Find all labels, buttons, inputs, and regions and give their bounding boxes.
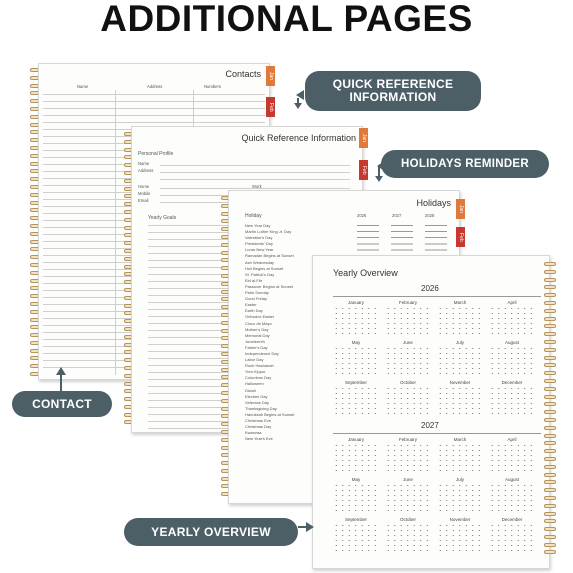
month-name: June xyxy=(403,340,413,345)
ruled-line xyxy=(148,274,228,275)
month-day-grid xyxy=(333,346,379,375)
ruled-line xyxy=(148,253,228,254)
ruled-line xyxy=(148,302,228,303)
month-name: September xyxy=(344,517,367,522)
month-day-grid xyxy=(385,306,431,335)
field-address: Address xyxy=(138,168,154,173)
ruled-line xyxy=(148,323,228,324)
holiday-item: Election Day xyxy=(245,393,268,399)
calendar-month xyxy=(385,477,431,512)
month-name: February xyxy=(398,437,417,442)
month-day-grid xyxy=(489,523,535,552)
holiday-item: Columbus Day xyxy=(245,375,272,381)
ruled-line xyxy=(148,386,228,387)
field-name: Name xyxy=(138,161,150,166)
spiral-ring xyxy=(544,473,556,477)
holidays-tab-jan[interactable]: Jan xyxy=(456,199,465,219)
ruled-line xyxy=(148,260,228,261)
calendar-month xyxy=(489,340,535,375)
spiral-ring xyxy=(544,535,556,539)
calendar-month xyxy=(489,380,535,415)
quickref-title: Quick Reference Information xyxy=(241,133,356,143)
holiday-item: Yom Kippur xyxy=(245,369,266,375)
headline: ADDITIONAL PAGES xyxy=(100,0,473,39)
month-name: December xyxy=(501,380,523,385)
year-2028-header: 2028 xyxy=(425,213,435,218)
month-day-grid xyxy=(489,346,535,375)
holiday-item: Good Friday xyxy=(245,296,268,302)
holiday-item: Rosh Hashanah xyxy=(245,363,274,369)
ruled-line xyxy=(148,393,228,394)
month-name: March xyxy=(453,437,467,442)
field-mobile: Mobile xyxy=(138,191,151,196)
yearly-spiral xyxy=(544,262,556,558)
month-name: October xyxy=(399,380,416,385)
month-name: August xyxy=(504,477,519,482)
spiral-ring xyxy=(544,449,556,453)
month-name: July xyxy=(455,477,464,482)
holiday-item: Hanukkah Begins at Sunset xyxy=(245,411,295,417)
spiral-ring xyxy=(544,465,556,469)
calendar-month xyxy=(437,300,483,335)
holiday-item: Orthodox Easter xyxy=(245,314,275,320)
spiral-ring xyxy=(544,285,556,289)
month-day-grid xyxy=(437,386,483,415)
holiday-item: Palm Sunday xyxy=(245,290,269,296)
year-2027-header: 2027 xyxy=(392,213,402,218)
spiral-ring xyxy=(544,332,556,336)
calendar-month xyxy=(385,517,431,552)
holidays-tab-feb[interactable]: Feb xyxy=(456,227,465,247)
profile-heading: Personal Profile xyxy=(138,151,174,157)
ruled-line xyxy=(148,372,228,373)
holiday-item: St. Patrick's Day xyxy=(245,271,275,277)
ruled-line xyxy=(148,365,228,366)
calendar-month xyxy=(437,437,483,472)
month-day-grid xyxy=(489,306,535,335)
spiral-ring xyxy=(544,488,556,492)
ruled-line xyxy=(43,101,265,102)
calendar-month xyxy=(333,300,379,335)
calendar-month xyxy=(489,477,535,512)
spiral-ring xyxy=(544,348,556,352)
callout-holidays-text: HOLIDAYS REMINDER xyxy=(401,157,529,170)
year1-label: 2026 xyxy=(421,284,439,293)
spiral-ring xyxy=(544,434,556,438)
holiday-item: New Year Day xyxy=(245,223,271,228)
calendar-month xyxy=(385,340,431,375)
year2-label: 2027 xyxy=(421,421,439,430)
month-name: June xyxy=(403,477,413,482)
month-day-grid xyxy=(385,483,431,512)
holiday-item: Martin Luther King Jr. Day xyxy=(245,229,292,235)
month-name: May xyxy=(351,477,361,482)
field-email: Email xyxy=(138,198,149,203)
ruled-line xyxy=(43,108,265,109)
callout-contact xyxy=(12,391,112,417)
field-work: Work xyxy=(252,184,262,189)
spiral-ring xyxy=(544,278,556,282)
contacts-tab-feb[interactable]: Feb xyxy=(266,97,275,117)
calendar-month xyxy=(333,340,379,375)
spiral-ring xyxy=(544,324,556,328)
holiday-item: Eid al-Fitr xyxy=(245,277,263,283)
calendar-month xyxy=(489,300,535,335)
holiday-item: Christmas Day xyxy=(245,424,272,430)
callout-quick-reference xyxy=(305,71,481,111)
ruled-line xyxy=(148,358,228,359)
callout-contact-text: CONTACT xyxy=(32,396,92,411)
calendar-month xyxy=(437,380,483,415)
holiday-item: Easter xyxy=(245,302,257,308)
ruled-line xyxy=(43,122,265,123)
month-name: April xyxy=(507,300,517,305)
month-name: September xyxy=(344,380,367,385)
holiday-item: Father's Day xyxy=(245,344,268,350)
ruled-line xyxy=(160,172,350,173)
ruled-line xyxy=(148,316,228,317)
month-name: May xyxy=(351,340,361,345)
ruled-line xyxy=(148,309,228,310)
calendar-month xyxy=(385,300,431,335)
spiral-ring xyxy=(544,550,556,554)
month-day-grid xyxy=(437,523,483,552)
holiday-item: Veterans Day xyxy=(245,399,270,405)
spiral-ring xyxy=(544,426,556,430)
month-day-grid xyxy=(437,346,483,375)
spiral-ring xyxy=(544,441,556,445)
calendar-month xyxy=(489,437,535,472)
year-2026-header: 2026 xyxy=(357,213,367,218)
month-day-grid xyxy=(385,443,431,472)
ruled-line xyxy=(148,400,228,401)
ruled-line xyxy=(148,428,228,429)
spiral-ring xyxy=(544,379,556,383)
month-name: November xyxy=(449,380,471,385)
calendar-month xyxy=(333,477,379,512)
month-day-grid xyxy=(333,386,379,415)
holiday-item: Memorial Day xyxy=(245,332,270,338)
month-name: December xyxy=(501,517,523,522)
month-name: November xyxy=(449,517,471,522)
holiday-item: Independence Day xyxy=(245,350,279,356)
month-name: February xyxy=(398,300,417,305)
ruled-line xyxy=(148,281,228,282)
holiday-item: Earth Day xyxy=(245,308,263,314)
ruled-line xyxy=(148,344,228,345)
quickref-tab-feb[interactable]: Feb xyxy=(359,160,368,180)
ruled-line xyxy=(148,330,228,331)
holiday-item: Diwali xyxy=(245,387,256,393)
ruled-line xyxy=(148,337,228,338)
month-day-grid xyxy=(437,443,483,472)
spiral-ring xyxy=(544,457,556,461)
callout-yearly-overview-text: YEARLY OVERVIEW xyxy=(151,524,271,539)
ruled-line xyxy=(148,351,228,352)
calendar-month xyxy=(437,477,483,512)
holidays-title: Holidays xyxy=(416,198,451,208)
holiday-item: Valentine's Day xyxy=(245,235,273,241)
spiral-ring xyxy=(544,395,556,399)
ruled-line xyxy=(148,267,228,268)
holiday-item: Labor Day xyxy=(245,357,264,363)
callout-yearly-overview xyxy=(124,518,298,546)
spiral-ring xyxy=(544,418,556,422)
holiday-item: Christmas Eve xyxy=(245,418,272,423)
callout-quick-reference-text: QUICK REFERENCE INFORMATION xyxy=(332,77,454,104)
holiday-item: Kwanzaa xyxy=(245,430,262,436)
spiral-ring xyxy=(544,270,556,274)
ruled-line xyxy=(148,295,228,296)
month-day-grid xyxy=(437,483,483,512)
spiral-ring xyxy=(544,543,556,547)
calendar-month xyxy=(489,517,535,552)
month-name: January xyxy=(347,300,364,305)
holiday-item: Thanksgiving Day xyxy=(245,405,277,411)
ruled-line xyxy=(160,179,350,180)
callout-holidays xyxy=(381,150,549,178)
calendar-month xyxy=(437,517,483,552)
spiral-ring xyxy=(544,496,556,500)
holiday-item: Halloween xyxy=(245,381,264,387)
ruled-line xyxy=(148,414,228,415)
month-day-grid xyxy=(333,306,379,335)
ruled-line xyxy=(148,225,228,226)
ruled-line xyxy=(43,94,265,95)
month-day-grid xyxy=(385,523,431,552)
holiday-item: Lunar New Year xyxy=(245,247,274,253)
holiday-item: Ash Wednesday xyxy=(245,259,275,265)
month-name: March xyxy=(453,300,467,305)
holiday-item: Juneteenth xyxy=(245,338,265,344)
contacts-title: Contacts xyxy=(225,69,261,79)
spiral-ring xyxy=(544,340,556,344)
month-day-grid xyxy=(333,483,379,512)
month-name: January xyxy=(347,437,364,442)
spiral-ring xyxy=(544,301,556,305)
month-name: April xyxy=(507,437,517,442)
month-day-grid xyxy=(489,443,535,472)
spiral-ring xyxy=(544,387,556,391)
calendar-month xyxy=(333,380,379,415)
calendar-month xyxy=(437,340,483,375)
month-day-grid xyxy=(489,386,535,415)
spiral-ring xyxy=(544,527,556,531)
contacts-col-address: Address xyxy=(147,84,163,89)
month-day-grid xyxy=(333,523,379,552)
ruled-line xyxy=(148,421,228,422)
ruled-line xyxy=(148,379,228,380)
spiral-ring xyxy=(544,371,556,375)
ruled-line xyxy=(148,246,228,247)
contacts-tab-jan[interactable]: Jan xyxy=(266,66,275,86)
spiral-ring xyxy=(544,402,556,406)
field-home: Home xyxy=(138,184,150,189)
ruled-line xyxy=(148,239,228,240)
yearly-page xyxy=(312,255,550,569)
holiday-item: Ramadan Begins at Sunset xyxy=(245,253,294,259)
holiday-col-header: Holiday xyxy=(245,213,262,219)
calendar-month xyxy=(333,517,379,552)
spiral-ring xyxy=(544,262,556,266)
spiral-ring xyxy=(544,512,556,516)
spiral-ring xyxy=(544,363,556,367)
month-name: July xyxy=(455,340,464,345)
holiday-item: Cinco de Mayo xyxy=(245,320,272,326)
holiday-item: Mother's Day xyxy=(245,326,269,332)
calendar-month xyxy=(385,380,431,415)
ruled-line xyxy=(43,115,265,116)
ruled-line xyxy=(160,188,350,189)
ruled-line xyxy=(160,165,350,166)
holiday-item: New Year's Eve xyxy=(245,436,273,442)
spiral-ring xyxy=(544,480,556,484)
goals-heading: Yearly Goals xyxy=(148,215,177,221)
holiday-item: Holi Begins at Sunset xyxy=(245,265,284,271)
yearly-title: Yearly Overview xyxy=(333,268,398,278)
month-day-grid xyxy=(385,386,431,415)
ruled-line xyxy=(148,232,228,233)
spiral-ring xyxy=(544,293,556,297)
month-day-grid xyxy=(489,483,535,512)
holiday-item: Presidents' Day xyxy=(245,241,273,247)
month-name: October xyxy=(399,517,416,522)
contacts-col-name: Name xyxy=(77,84,89,89)
spiral-ring xyxy=(544,504,556,508)
spiral-ring xyxy=(544,309,556,313)
month-day-grid xyxy=(437,306,483,335)
contacts-col-numbers: Numbers xyxy=(204,84,221,89)
holiday-item: Passover Begins at Sunset xyxy=(245,283,294,289)
spiral-ring xyxy=(544,410,556,414)
month-day-grid xyxy=(333,443,379,472)
ruled-line xyxy=(148,407,228,408)
calendar-month xyxy=(333,437,379,472)
spiral-ring xyxy=(544,317,556,321)
spiral-ring xyxy=(544,519,556,523)
month-day-grid xyxy=(385,346,431,375)
calendar-month xyxy=(385,437,431,472)
quickref-tab-jan[interactable]: Jan xyxy=(359,128,368,148)
spiral-ring xyxy=(544,356,556,360)
ruled-line xyxy=(148,288,228,289)
month-name: August xyxy=(504,340,519,345)
